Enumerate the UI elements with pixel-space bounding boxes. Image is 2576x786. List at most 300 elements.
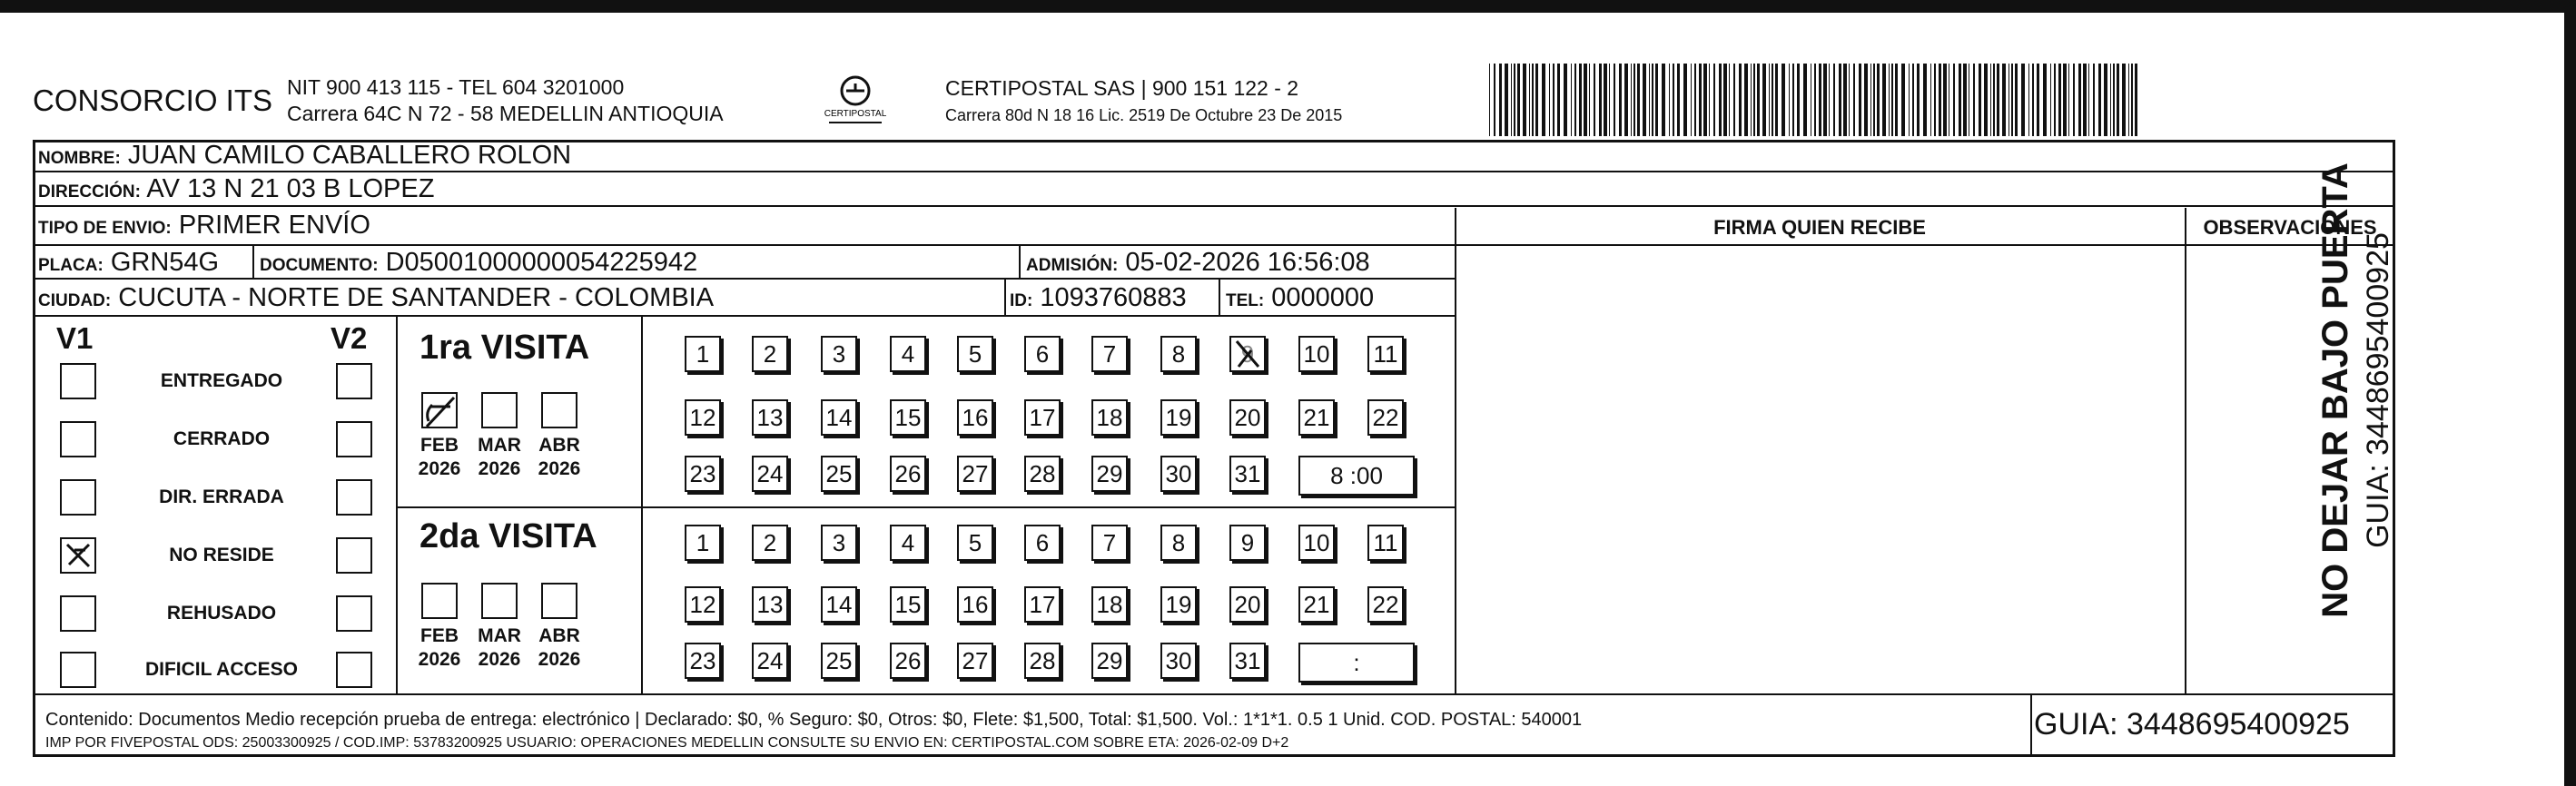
month-year: 2026 [538, 458, 581, 479]
svg-text:CERTIPOSTAL: CERTIPOSTAL [824, 109, 887, 119]
v2-checkbox[interactable] [336, 537, 372, 574]
barcode-bar [2117, 64, 2119, 136]
month-name: FEB [420, 435, 459, 456]
barcode-bar [1574, 64, 1576, 136]
barcode-bar [2068, 64, 2069, 136]
barcode-bar [1781, 64, 1785, 136]
v1-checkbox[interactable] [60, 421, 96, 457]
barcode-bar [2021, 64, 2025, 136]
barcode-bar [1723, 64, 1727, 136]
day-box[interactable]: 23 [685, 643, 721, 679]
row-divider [33, 171, 2395, 172]
col-divider [1219, 280, 1220, 316]
col-divider [252, 246, 254, 279]
barcode-bar [1990, 64, 1991, 136]
v1-checkbox[interactable] [60, 537, 96, 574]
day-box[interactable]: 30 [1160, 456, 1197, 492]
barcode-bar [1984, 64, 1988, 136]
barcode-bar [1514, 64, 1515, 136]
v1-checkbox[interactable] [60, 595, 96, 632]
barcode-bar [1829, 64, 1830, 136]
day-box[interactable]: 25 [821, 456, 857, 492]
barcode-bar [1553, 64, 1554, 136]
day-box[interactable]: 8 [1160, 336, 1197, 372]
status-label: DIR. ERRADA [159, 486, 284, 507]
barcode-bar [1719, 64, 1722, 136]
day-box[interactable]: 24 [752, 456, 788, 492]
ciudad-label: CIUDAD: [38, 291, 112, 310]
barcode-bar [2122, 64, 2126, 136]
day-box[interactable]: 6 [1024, 336, 1061, 372]
barcode-bar [1652, 64, 1653, 136]
barcode-bar [1930, 64, 1931, 136]
barcode-bar [1643, 64, 1646, 136]
documento-label: DOCUMENTO: [260, 256, 379, 275]
day-box[interactable]: 7 [1091, 525, 1128, 561]
day-box[interactable]: 24 [752, 643, 788, 679]
day-box[interactable]: 15 [890, 399, 926, 436]
tel-value: 0000000 [1271, 283, 1375, 312]
barcode-bar [1891, 64, 1893, 136]
side-vertical-text [2313, 136, 2431, 644]
status-label: REHUSADO [166, 603, 277, 624]
barcode-bar [1819, 64, 1821, 136]
id-label: ID: [1010, 291, 1033, 310]
firma-header: FIRMA QUIEN RECIBE [1713, 216, 1926, 239]
barcode-bar [1649, 64, 1650, 136]
barcode-bar [1637, 64, 1640, 136]
tipo-label: TIPO DE ENVIO: [38, 219, 172, 238]
day-box[interactable]: 20 [1229, 399, 1266, 436]
col-divider [396, 317, 398, 694]
v2-checkbox[interactable] [336, 595, 372, 632]
day-box[interactable]: 2 [752, 336, 788, 372]
day-box[interactable]: 13 [752, 399, 788, 436]
barcode-bar [1517, 64, 1520, 136]
month-label [410, 624, 469, 672]
barcode-bar [1864, 64, 1868, 136]
status-label: ENTREGADO [160, 370, 283, 391]
barcode-bar [1997, 64, 1999, 136]
header-underline [1455, 244, 2395, 246]
day-box[interactable]: 8 [1160, 525, 1197, 561]
certipostal-logo [822, 73, 889, 127]
row-divider [33, 205, 2395, 207]
first-visit-title: 1ra VISITA [419, 329, 590, 367]
barcode-bar [1917, 64, 1920, 136]
day-box[interactable]: 14 [821, 586, 857, 623]
v2-checkbox[interactable] [336, 652, 372, 688]
day-box[interactable]: 3 [821, 525, 857, 561]
v2-checkbox[interactable] [336, 421, 372, 457]
barcode-bar [1633, 64, 1635, 136]
row-divider [33, 315, 1456, 317]
barcode-bar [1751, 64, 1752, 136]
day-box[interactable]: 30 [1160, 643, 1197, 679]
barcode-bar [2110, 64, 2111, 136]
month-checkbox[interactable] [421, 583, 458, 619]
barcode-bar [2032, 64, 2034, 136]
barcode-bar [2011, 64, 2013, 136]
day-box[interactable] [1229, 336, 1266, 372]
tel-cell [1226, 283, 1374, 313]
month-name: ABR [538, 625, 580, 646]
ciudad-value: CUCUTA - NORTE DE SANTANDER - COLOMBIA [118, 283, 715, 312]
day-box[interactable]: 31 [1229, 456, 1266, 492]
nombre-value: JUAN CAMILO CABALLERO ROLON [127, 141, 572, 170]
barcode-bar [1532, 64, 1534, 136]
day-box[interactable]: 5 [957, 336, 993, 372]
month-year: 2026 [478, 649, 521, 670]
barcode-bar [1814, 64, 1816, 136]
barcode-bar [2131, 64, 2133, 136]
day-box[interactable]: 11 [1367, 525, 1404, 561]
barcode-bar [1792, 64, 1794, 136]
company-name: CONSORCIO ITS [33, 84, 273, 117]
month-label [530, 624, 588, 672]
v1-checkbox[interactable] [60, 479, 96, 516]
barcode-bar [1943, 64, 1947, 136]
day-box[interactable]: 18 [1091, 399, 1128, 436]
documento-value: D05001000000054225942 [385, 248, 698, 277]
day-box[interactable]: 31 [1229, 643, 1266, 679]
tipo-envio-row [38, 211, 370, 241]
barcode-bar [1973, 64, 1975, 136]
barcode-bar [1833, 64, 1835, 136]
day-box[interactable]: 18 [1091, 586, 1128, 623]
barcode-bar [1744, 64, 1748, 136]
col-divider [1455, 208, 1456, 695]
day-box[interactable]: 10 [1298, 336, 1335, 372]
month-checkbox[interactable] [541, 583, 577, 619]
barcode-bar [1662, 64, 1665, 136]
month-name: MAR [478, 435, 521, 456]
month-label [470, 434, 528, 481]
month-name: FEB [420, 625, 459, 646]
day-box[interactable]: 22 [1367, 399, 1404, 436]
day-box[interactable]: 12 [685, 399, 721, 436]
barcode-bar [1733, 64, 1735, 136]
barcode-bar [1769, 64, 1770, 136]
barcode-bar [2113, 64, 2115, 136]
row-divider [33, 693, 2395, 695]
second-visit-title: 2da VISITA [419, 517, 597, 555]
barcode-bar [1843, 64, 1847, 136]
day-number: 9 [1240, 340, 1255, 368]
barcode-bar [1963, 64, 1967, 136]
barcode-bar [1889, 64, 1890, 136]
barcode-bar [2078, 64, 2081, 136]
month-checkbox[interactable] [421, 392, 458, 428]
direccion-label: DIRECCIÓN: [38, 182, 141, 201]
day-box[interactable]: 16 [957, 399, 993, 436]
col-divider [1004, 280, 1006, 316]
barcode-bar [1839, 64, 1841, 136]
v2-checkbox[interactable] [336, 363, 372, 399]
day-box[interactable]: 23 [685, 456, 721, 492]
placa-cell [38, 248, 219, 278]
row-divider [33, 278, 1456, 280]
tipo-value: PRIMER ENVÍO [178, 211, 370, 240]
day-box[interactable]: 2 [752, 525, 788, 561]
day-box[interactable]: 27 [957, 456, 993, 492]
barcode-bar [2054, 64, 2056, 136]
barcode-bar [1713, 64, 1715, 136]
v1-header: V1 [56, 321, 94, 355]
nombre-row [38, 141, 571, 171]
barcode-bar [2073, 64, 2075, 136]
day-box[interactable]: 7 [1091, 336, 1128, 372]
barcode-bar [1877, 64, 1880, 136]
barcode-bar [1673, 64, 1674, 136]
barcode-bar [2037, 64, 2039, 136]
first-visit-time[interactable]: 8 :00 [1298, 456, 1415, 496]
barcode-bar [1523, 64, 1526, 136]
barcode-bar [1584, 64, 1587, 136]
month-checkbox[interactable] [481, 392, 518, 428]
barcode-bar [2002, 64, 2006, 136]
status-label: NO RESIDE [169, 545, 274, 565]
barcode-bar [1753, 64, 1755, 136]
barcode-bar [1489, 64, 1490, 136]
barcode-bar [1579, 64, 1582, 136]
barcode-bar [1895, 64, 1898, 136]
barcode-bar [1762, 64, 1766, 136]
barcode-bar [1683, 64, 1687, 136]
barcode-bar [1912, 64, 1914, 136]
day-box[interactable]: 9 [1229, 525, 1266, 561]
check-mark-icon [62, 539, 94, 572]
col-divider [641, 317, 643, 694]
no-dejar-text: NO DEJAR BAJO PUERTA [2315, 162, 2355, 618]
day-box[interactable]: 28 [1024, 643, 1061, 679]
barcode-bar [1669, 64, 1670, 136]
documento-cell [260, 248, 697, 278]
barcode-bar [1757, 64, 1760, 136]
address-line: Carrera 64C N 72 - 58 MEDELLIN ANTIOQUIA [287, 102, 724, 125]
barcode-bar [1609, 64, 1610, 136]
barcode-bar [2058, 64, 2061, 136]
month-name: MAR [478, 625, 521, 646]
barcode-bar [1511, 64, 1512, 136]
barcode-bar [1823, 64, 1827, 136]
v1-checkbox[interactable] [60, 652, 96, 688]
barcode-bar [1939, 64, 1941, 136]
col-divider [1019, 246, 1021, 279]
tel-label: TEL: [1226, 291, 1265, 310]
admision-cell [1026, 248, 1370, 278]
id-cell [1010, 283, 1187, 313]
barcode-bar [1699, 64, 1702, 136]
barcode-bar [1594, 64, 1595, 136]
nit-line: NIT 900 413 115 - TEL 604 3201000 [287, 75, 625, 99]
print-details: IMP POR FIVEPOSTAL ODS: 25003300925 / COD.IMP: 53783200925 USUARIO: OPERACIONES MEDELLIN CONSULTE SU ENVIO EN: CERTIPOSTAL.COM SOBRE ETA: 2026-02-09 D+2 [45, 735, 1289, 751]
barcode-bar [1909, 64, 1910, 136]
month-year: 2026 [418, 458, 461, 479]
month-label [470, 624, 528, 672]
day-box[interactable]: 15 [890, 586, 926, 623]
day-box[interactable]: 14 [821, 399, 857, 436]
day-box[interactable]: 21 [1298, 586, 1335, 623]
barcode-bar [1529, 64, 1530, 136]
barcode-bar [1599, 64, 1602, 136]
barcode-bar [1631, 64, 1632, 136]
day-box[interactable]: 11 [1367, 336, 1404, 372]
tracking-barcode [1489, 64, 2143, 136]
day-box[interactable]: 19 [1160, 586, 1197, 623]
month-label [530, 434, 588, 481]
second-visit-time[interactable]: : [1298, 643, 1415, 683]
day-box[interactable]: 4 [890, 336, 926, 372]
barcode-bar [1505, 64, 1508, 136]
barcode-bar [1959, 64, 1961, 136]
check-mark-icon [423, 394, 459, 430]
barcode-bar [1849, 64, 1850, 136]
barcode-bar [1564, 64, 1567, 136]
day-box[interactable]: 22 [1367, 586, 1404, 623]
day-box[interactable]: 12 [685, 586, 721, 623]
barcode-bar [2104, 64, 2107, 136]
month-name: ABR [538, 435, 580, 456]
barcode-bar [1979, 64, 1981, 136]
barcode-bar [2135, 64, 2137, 136]
barcode-bar [2093, 64, 2095, 136]
barcode-bar [1953, 64, 1955, 136]
day-box[interactable]: 19 [1160, 399, 1197, 436]
barcode-bar [1882, 64, 1886, 136]
barcode-bar [1901, 64, 1905, 136]
month-checkbox[interactable] [541, 392, 577, 428]
barcode-bar [2088, 64, 2089, 136]
barcode-bar [2063, 64, 2067, 136]
barcode-bar [1775, 64, 1778, 136]
day-box[interactable]: 29 [1091, 643, 1128, 679]
barcode-bar [1624, 64, 1628, 136]
col-divider [2030, 695, 2032, 757]
barcode-bar [1772, 64, 1773, 136]
barcode-bar [1729, 64, 1730, 136]
barcode-bar [1694, 64, 1696, 136]
placa-label: PLACA: [38, 256, 104, 275]
col-divider [2185, 208, 2186, 695]
certipostal-info [945, 74, 1342, 129]
month-year: 2026 [538, 649, 581, 670]
day-box[interactable]: 3 [821, 336, 857, 372]
barcode-bar [1797, 64, 1800, 136]
day-box[interactable]: 26 [890, 643, 926, 679]
placa-value: GRN54G [110, 248, 220, 277]
barcode-bar [1549, 64, 1550, 136]
barcode-bar [1934, 64, 1936, 136]
guia-number: GUIA: 3448695400925 [2034, 707, 2350, 742]
barcode-bar [2050, 64, 2051, 136]
barcode-bar [1557, 64, 1560, 136]
side-guia-text: GUIA: 3448695400925 [2361, 232, 2395, 548]
scan-top-border [0, 0, 2576, 13]
company-info [287, 74, 724, 127]
barcode-bar [1789, 64, 1790, 136]
barcode-bar [2008, 64, 2009, 136]
day-box[interactable]: 4 [890, 525, 926, 561]
barcode-bar [1494, 64, 1495, 136]
barcode-bar [1655, 64, 1658, 136]
barcode-bar [2098, 64, 2101, 136]
barcode-bar [1803, 64, 1807, 136]
day-box[interactable]: 5 [957, 525, 993, 561]
v1-checkbox[interactable] [60, 363, 96, 399]
content-details: Contenido: Documentos Medio recepción prueba de entrega: electrónico | Declarado: $0, % Seguro: $0, Otros: $0, Flete: $1,500, Total: $1,500. Vol.: 1*1*1. 0.5 1 Unid. COD. POSTAL: 540001 [45, 710, 1583, 730]
certipostal-line2: Carrera 80d N 18 16 Lic. 2519 De Octubre 23 De 2015 [945, 106, 1343, 124]
barcode-bar [1993, 64, 1995, 136]
day-box[interactable]: 25 [821, 643, 857, 679]
barcode-bar [2028, 64, 2029, 136]
day-box[interactable]: 17 [1024, 586, 1061, 623]
v2-checkbox[interactable] [336, 479, 372, 516]
day-box[interactable]: 13 [752, 586, 788, 623]
barcode-bar [1739, 64, 1742, 136]
barcode-bar [2043, 64, 2047, 136]
barcode-bar [1853, 64, 1855, 136]
day-box[interactable]: 1 [685, 336, 721, 372]
barcode-bar [1589, 64, 1590, 136]
barcode-bar [1499, 64, 1502, 136]
day-box[interactable]: 17 [1024, 399, 1061, 436]
barcode-bar [1873, 64, 1875, 136]
barcode-bar [2015, 64, 2018, 136]
id-value: 1093760883 [1040, 283, 1187, 312]
day-box[interactable]: 27 [957, 643, 993, 679]
barcode-bar [1691, 64, 1692, 136]
direccion-row [38, 174, 434, 204]
day-box[interactable]: 1 [685, 525, 721, 561]
admision-label: ADMISIÓN: [1026, 256, 1119, 275]
month-year: 2026 [418, 649, 461, 670]
direccion-value: AV 13 N 21 03 B LOPEZ [146, 174, 435, 203]
observaciones-header: OBSERVACIONES [2203, 216, 2377, 239]
barcode-bar [2083, 64, 2087, 136]
certipostal-line1: CERTIPOSTAL SAS | 900 151 122 - 2 [945, 76, 1299, 100]
scan-right-border [2564, 0, 2576, 786]
barcode-bar [1709, 64, 1710, 136]
barcode-bar [1571, 64, 1572, 136]
day-box[interactable]: 21 [1298, 399, 1335, 436]
day-box[interactable]: 29 [1091, 456, 1128, 492]
day-box[interactable]: 6 [1024, 525, 1061, 561]
day-box[interactable]: 20 [1229, 586, 1266, 623]
barcode-bar [2128, 64, 2129, 136]
month-year: 2026 [478, 458, 521, 479]
barcode-bar [1870, 64, 1871, 136]
month-checkbox[interactable] [481, 583, 518, 619]
day-box[interactable]: 26 [890, 456, 926, 492]
status-label: CERRADO [173, 428, 271, 449]
barcode-bar [1614, 64, 1615, 136]
barcode-bar [1703, 64, 1707, 136]
barcode-bar [1535, 64, 1538, 136]
v2-header: V2 [331, 321, 368, 355]
barcode-bar [1604, 64, 1607, 136]
month-label [410, 434, 469, 481]
barcode-bar [1542, 64, 1545, 136]
barcode-bar [1677, 64, 1680, 136]
day-box[interactable]: 28 [1024, 456, 1061, 492]
visit-divider [396, 506, 1456, 508]
admision-value: 05-02-2026 16:56:08 [1125, 248, 1370, 277]
day-box[interactable]: 16 [957, 586, 993, 623]
nombre-label: NOMBRE: [38, 149, 121, 168]
barcode-bar [1923, 64, 1927, 136]
day-box[interactable]: 10 [1298, 525, 1335, 561]
